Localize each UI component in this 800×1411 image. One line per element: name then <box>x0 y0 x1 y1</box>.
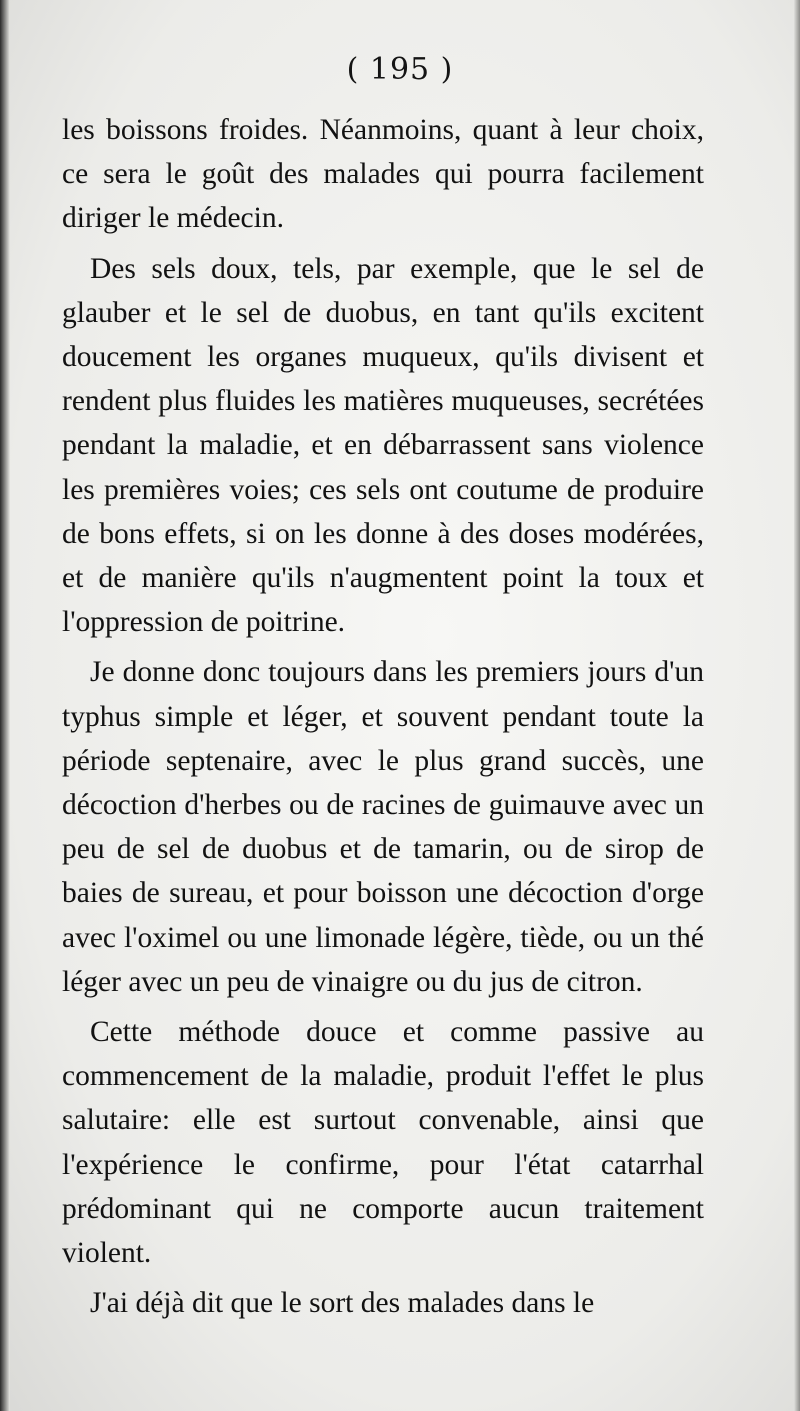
page-edge <box>794 0 800 1411</box>
paragraph: Je donne donc toujours dans les premiers jours d'un typhus simple et léger, et souvent pendant toute la période septenaire, avec le plus grand succès, une décoction d'herbes ou de racines de guimauve avec un peu de sel de duobus et de tamarin, ou de sirop de baies de sureau, et pour boisson une décoction d'orge avec l'oximel ou une limonade légère, tiède, ou un thé léger avec un peu de vinaigre ou du jus de citron. <box>62 656 704 998</box>
paragraph: Des sels doux, tels, par exemple, que le sel de glauber et le sel de duobus, en tant qu'ils excitent doucement les organes muqueux, qu'ils divisent et rendent plus fluides les matières muqueuses, secrétées pendant la maladie, et en débarrassent sans violence les premières voies; ces sels ont coutume de produire de bons effets, si on les donne à des doses modérées, et de manière qu'ils n'augmentent point la toux et l'oppression de poitrine. <box>62 252 704 639</box>
page-gutter-shadow <box>0 0 10 1411</box>
page-number: ( 195 ) <box>346 52 454 87</box>
paragraph: les boissons froides. Néanmoins, quant à leur choix, ce sera le goût des malades qui pourra facilement diriger le médecin. <box>62 114 704 235</box>
paragraph: Cette méthode douce et comme passive au commencement de la maladie, produit l'effet le plus salutaire: elle est surtout convenable, ainsi que l'expérience le confirme, pour l'état catarrhal prédominant qui ne comporte aucun traitement violent. <box>62 1016 704 1270</box>
body-text <box>62 108 704 1325</box>
paragraph: J'ai déjà dit que le sort des malades dans le <box>90 1287 595 1320</box>
